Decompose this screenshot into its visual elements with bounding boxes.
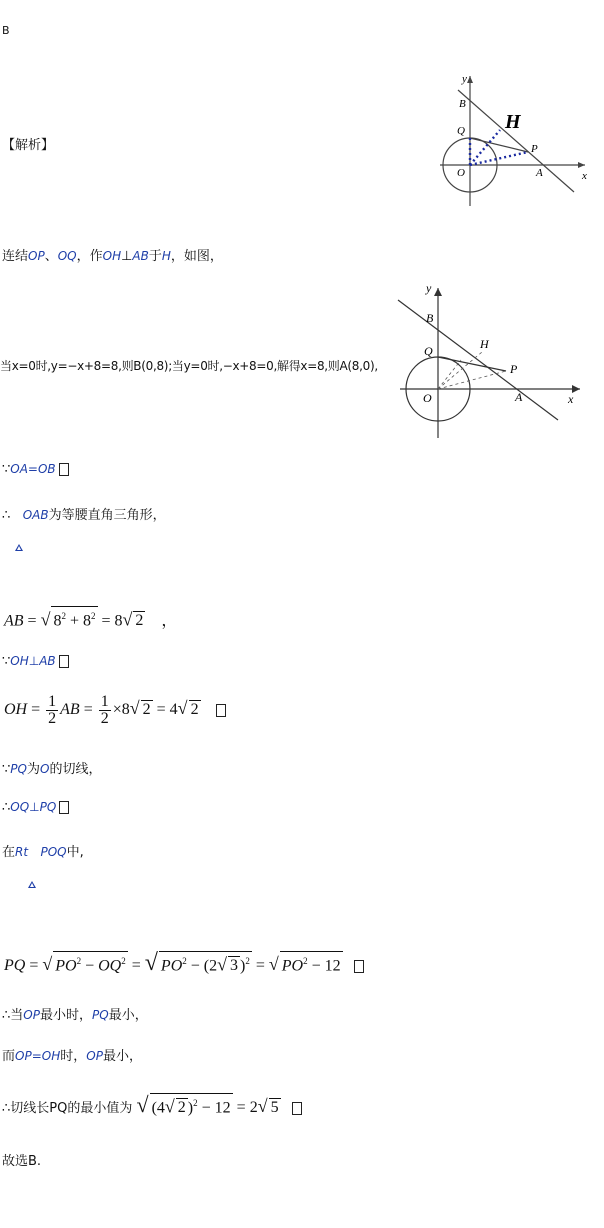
fig2-o-label: O — [423, 391, 432, 405]
fig2-y-label: y — [426, 281, 432, 295]
intercepts-line: 当x=0时,y=−x+8=8,则B(0,8);当y=0时,−x+8=0,解得x=8,则A(8,0), — [0, 359, 378, 373]
min-value-line: ∴切线长PQ的最小值为 √ (4√ 2 )$^2$ − 12 = 2√ 5 — [2, 1092, 302, 1118]
triangle-symbol — [28, 877, 36, 892]
because-perp-line: ∵OH⊥AB — [2, 654, 69, 669]
fig2-x-label: x — [568, 392, 574, 406]
triangle-symbol — [15, 540, 23, 555]
placeholder-box — [59, 801, 69, 814]
fig2-a-label: A — [515, 390, 523, 404]
when-min-line: ∴当OP最小时，PQ最小， — [2, 1008, 148, 1023]
fig1-a-label: A — [536, 167, 543, 179]
fig1-p-label: P — [531, 143, 538, 155]
therefore-isosceles-line: ∴ OAB为等腰直角三角形， — [2, 508, 166, 523]
conclusion: 故选B. — [2, 1154, 42, 1169]
fig2-q-label: Q — [424, 344, 433, 358]
rt-triangle-line: 在Rt POQ中, — [2, 845, 84, 860]
figure-1-diagram — [430, 68, 590, 210]
fig2-p-label: P — [510, 362, 518, 376]
connect-line: 连结OP、OQ，作OH⊥AB于H，如图， — [2, 249, 223, 264]
fig1-b-label: B — [459, 98, 466, 110]
fig2-h-label: H — [480, 337, 489, 351]
fig1-o-label: O — [457, 167, 465, 179]
formula-ab: AB = √ $8^2 + 8^2 = 8√$ 2 ， — [4, 606, 177, 630]
placeholder-box — [292, 1102, 302, 1115]
figure-2-diagram — [396, 280, 588, 442]
placeholder-box — [59, 655, 69, 668]
fig2-b-label: B — [426, 311, 434, 325]
answer-letter: B — [2, 24, 10, 37]
oq-perp-line: ∴OQ⊥PQ — [2, 800, 69, 815]
formula-oh: OH = $\frac{1}{2}$ AB = $\frac{1}{2}$ ×8√ 2 = 4√ 2 — [4, 694, 226, 727]
fig1-h-label: H — [505, 111, 521, 133]
placeholder-box — [216, 704, 226, 717]
analysis-header: 【解析】 — [2, 138, 55, 153]
fig1-q-label: Q — [457, 125, 465, 137]
placeholder-box — [354, 960, 364, 973]
tangent-line: ∵PQ为O的切线， — [2, 762, 102, 777]
fig1-y-label: y — [462, 73, 467, 85]
fig1-x-label: x — [582, 170, 587, 182]
because-equal-line: ∵OA=OB — [2, 462, 69, 477]
placeholder-box — [59, 463, 69, 476]
and-line: 而OP=OH时，OP最小， — [2, 1049, 142, 1064]
formula-pq: PQ = √ $PO^2 - OQ^2$ = √ $PO^2 - (2√$ 3 )$^2$ = √ $PO^2 - 12$ — [4, 950, 364, 977]
